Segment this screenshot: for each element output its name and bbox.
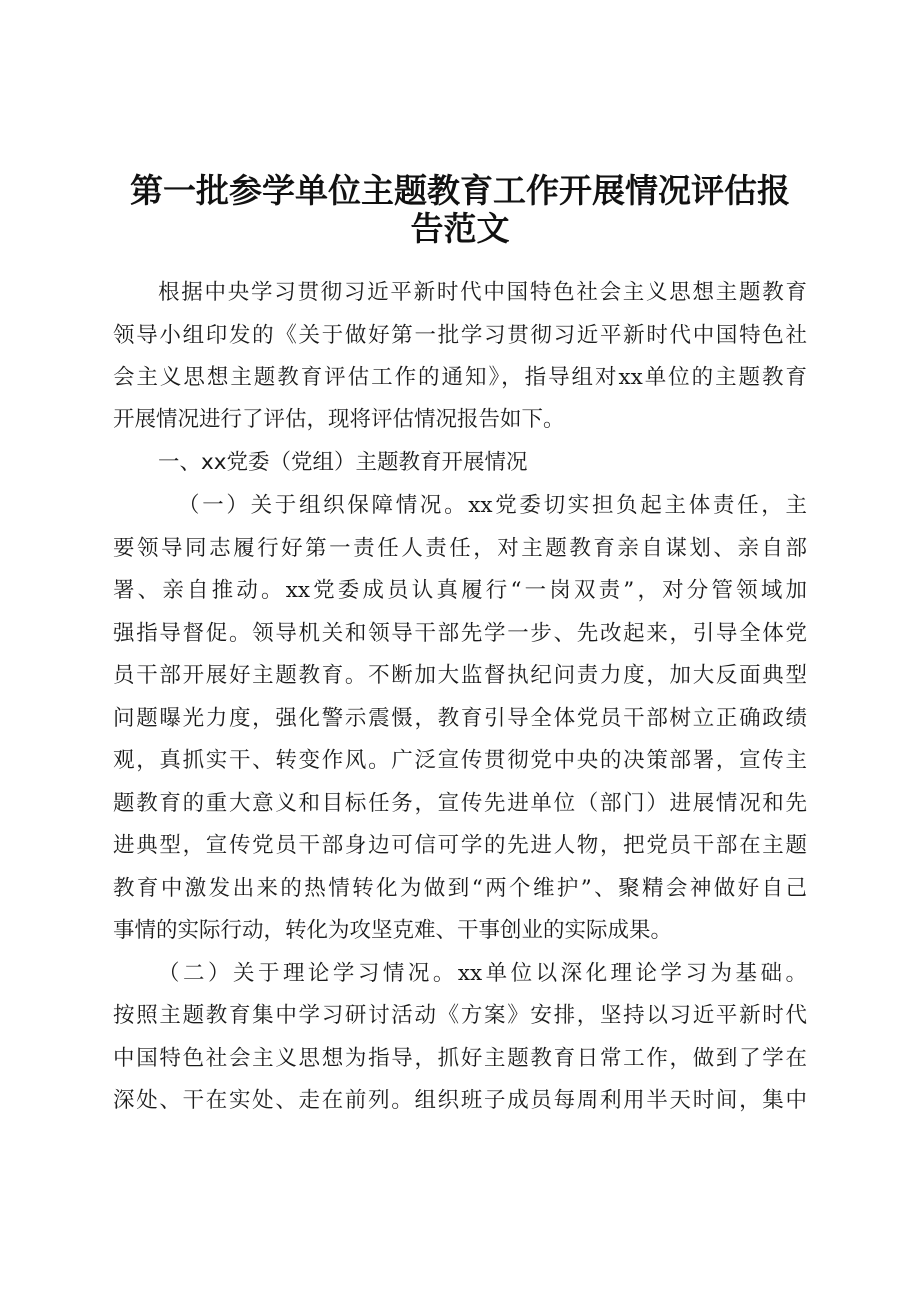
intro-line-4: 开展情况进行了评估，现将评估情况报告如下。	[113, 407, 565, 432]
sub1-line-2: 要领导同志履行好第一责任人责任，对主题教育亲自谋划、亲自部	[113, 536, 807, 561]
sub2-first-rest: xx单位以深化理论学习为基础。	[457, 961, 807, 986]
sub1-label: （一）关于组织保障情况。	[178, 493, 469, 518]
sub1-line-8: 题教育的重大意义和目标任务，宣传先进单位（部门）进展情况和先	[113, 791, 807, 816]
intro-line-2: 领导小组印发的《关于做好第一批学习贯彻习近平新时代中国特色社	[113, 323, 807, 348]
sub1-line-11: 事情的实际行动，转化为攻坚克难、干事创业的实际成果。	[113, 918, 673, 943]
sub2-line-2: 按照主题教育集中学习研讨活动《方案》安排，坚持以习近平新时代	[113, 1003, 807, 1028]
sub1-first-rest: xx党委切实担负起主体责任，主	[468, 493, 807, 518]
sub2-line-3: 中国特色社会主义思想为指导，抓好主题教育日常工作，做到了学在	[113, 1046, 807, 1071]
sub1-line-3: 署、亲自推动。xx党委成员认真履行“一岗双责”，对分管领域加	[113, 578, 807, 603]
document-title-line-2: 告范文	[410, 209, 510, 248]
sub1-line-6: 问题曝光力度，强化警示震慑，教育引导全体党员干部树立正确政绩	[113, 706, 807, 731]
sub2-label: （二）关于理论学习情况。	[158, 961, 458, 986]
sub1-line-9: 进典型，宣传党员干部身边可信可学的先进人物，把党员干部在主题	[113, 833, 807, 858]
intro-line-1: 根据中央学习贯彻习近平新时代中国特色社会主义思想主题教育	[158, 280, 807, 305]
document-title-line-1: 第一批参学单位主题教育工作开展情况评估报	[130, 171, 790, 210]
sub2-first-line	[158, 960, 807, 988]
sub1-line-4: 强指导督促。领导机关和领导干部先学一步、先改起来，引导全体党	[113, 621, 807, 646]
sub1-line-7: 观，真抓实干、转变作风。广泛宣传贯彻党中央的决策部署，宣传主	[113, 748, 807, 773]
intro-line-3: 会主义思想主题教育评估工作的通知》，指导组对xx单位的主题教育	[113, 365, 807, 390]
section-1-heading: 一、xx党委（党组）主题教育开展情况	[158, 450, 528, 475]
sub2-line-4: 深处、干在实处、走在前列。组织班子成员每周利用半天时间，集中	[113, 1088, 807, 1113]
sub1-line-5: 员干部开展好主题教育。不断加大监督执纪问责力度，加大反面典型	[113, 663, 807, 688]
sub1-line-10: 教育中激发出来的热情转化为做到“两个维护”、聚精会神做好自己	[113, 876, 807, 901]
sub1-first-line	[178, 492, 807, 520]
